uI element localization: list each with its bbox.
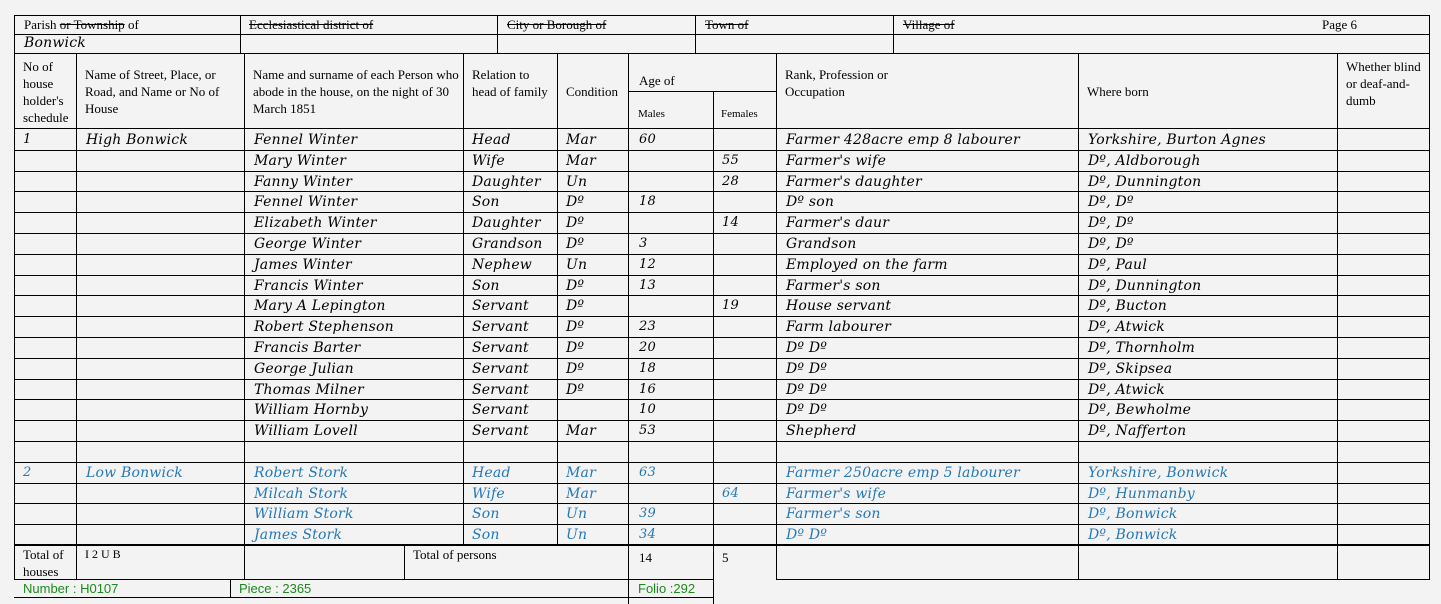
row-age-male: 53	[639, 423, 656, 438]
row-condition: Mar	[566, 465, 596, 481]
row-person-name: Francis Barter	[254, 340, 361, 356]
row-age-female: 55	[722, 153, 739, 168]
row-occupation: Farm labourer	[786, 319, 892, 335]
row-occupation: Dº Dº	[786, 402, 828, 418]
row-schedule: 1	[23, 132, 32, 147]
row-age-male: 12	[639, 257, 656, 272]
row-age-male: 3	[639, 236, 648, 251]
row-where-born: Dº, Bonwick	[1088, 527, 1178, 543]
row-condition: Dº	[566, 340, 585, 356]
row-divider	[14, 233, 1430, 234]
row-where-born: Dº, Atwick	[1088, 319, 1165, 335]
row-divider	[14, 503, 1430, 504]
village-label: Village of	[903, 17, 955, 32]
row-occupation: Shepherd	[786, 423, 857, 439]
row-condition: Dº	[566, 236, 585, 252]
row-condition: Dº	[566, 298, 585, 314]
row-relation: Daughter	[472, 174, 541, 190]
row-divider	[14, 212, 1430, 213]
row-occupation: Dº Dº	[786, 382, 828, 398]
parish-label: Parish or Township of	[24, 17, 139, 32]
row-occupation: Farmer's son	[786, 506, 881, 522]
row-relation: Wife	[472, 486, 505, 502]
column-occupation: Rank, Profession or Occupation	[785, 67, 888, 99]
row-person-name: William Hornby	[254, 402, 369, 418]
row-occupation: Farmer 428acre emp 8 labourer	[786, 132, 1020, 148]
row-divider	[14, 462, 1430, 463]
row-age-male: 60	[639, 132, 656, 147]
row-where-born: Dº, Dº	[1088, 194, 1134, 210]
footer-folio: Folio :292	[638, 581, 696, 596]
row-divider	[14, 399, 1430, 400]
row-person-name: Fanny Winter	[254, 174, 353, 190]
row-where-born: Dº, Bucton	[1088, 298, 1167, 314]
ecclesiastical-district-label: Ecclesiastical district of	[249, 17, 374, 32]
row-person-name: Robert Stork	[254, 465, 349, 481]
row-occupation: Dº Dº	[786, 340, 828, 356]
row-relation: Son	[472, 278, 500, 294]
row-person-name: George Julian	[254, 361, 354, 377]
row-person-name: James Stork	[254, 527, 343, 543]
total-houses-value: I 2 U B	[85, 547, 121, 561]
row-occupation: Farmer's daur	[786, 215, 890, 231]
row-divider	[14, 254, 1430, 255]
row-condition: Un	[566, 506, 588, 522]
row-relation: Head	[472, 132, 511, 148]
row-condition: Dº	[566, 215, 585, 231]
row-divider	[14, 379, 1430, 380]
row-where-born: Yorkshire, Bonwick	[1088, 465, 1229, 481]
row-relation: Servant	[472, 298, 529, 314]
row-occupation: Dº Dº	[786, 527, 828, 543]
row-age-male: 10	[639, 402, 656, 417]
row-age-female: 14	[722, 215, 739, 230]
row-occupation: Employed on the farm	[786, 257, 948, 273]
row-divider	[14, 420, 1430, 421]
row-condition: Dº	[566, 319, 585, 335]
row-age-male: 23	[639, 319, 656, 334]
row-person-name: George Winter	[254, 236, 362, 252]
column-age: Age of	[639, 73, 675, 88]
city-borough-label: City or Borough of	[507, 17, 607, 32]
page-number: Page 6	[1322, 17, 1358, 32]
row-relation: Daughter	[472, 215, 541, 231]
row-condition: Dº	[566, 361, 585, 377]
row-relation: Servant	[472, 402, 529, 418]
footer-number: Number : H0107	[23, 581, 119, 596]
row-schedule: 2	[23, 465, 32, 480]
row-person-name: Francis Winter	[254, 278, 363, 294]
row-divider	[14, 316, 1430, 317]
row-where-born: Dº, Skipsea	[1088, 361, 1173, 377]
row-street: Low Bonwick	[86, 465, 183, 481]
column-where-born: Where born	[1087, 84, 1149, 99]
column-blind: Whether blind or deaf-and-dumb	[1346, 59, 1421, 108]
row-condition: Mar	[566, 423, 596, 439]
row-relation: Wife	[472, 153, 505, 169]
row-condition: Mar	[566, 132, 596, 148]
row-where-born: Dº, Dunnington	[1088, 174, 1202, 190]
row-where-born: Dº, Paul	[1088, 257, 1147, 273]
row-divider	[14, 441, 1430, 442]
total-males: 14	[639, 550, 652, 565]
row-relation: Grandson	[472, 236, 543, 252]
row-person-name: Robert Stephenson	[254, 319, 394, 335]
row-divider	[14, 171, 1430, 172]
row-where-born: Dº, Aldborough	[1088, 153, 1201, 169]
row-age-male: 39	[639, 506, 656, 521]
row-condition: Dº	[566, 278, 585, 294]
row-relation: Servant	[472, 382, 529, 398]
row-age-male: 18	[639, 361, 656, 376]
row-occupation: Farmer's son	[786, 278, 881, 294]
column-males: Males	[638, 108, 665, 120]
row-person-name: Thomas Milner	[254, 382, 364, 398]
row-age-male: 18	[639, 194, 656, 209]
column-relation: Relation to head of family	[472, 67, 548, 99]
row-occupation: Farmer's daughter	[786, 174, 922, 190]
row-divider	[14, 483, 1430, 484]
row-condition: Un	[566, 527, 588, 543]
row-divider	[14, 295, 1430, 296]
row-occupation: Grandson	[786, 236, 857, 252]
row-where-born: Dº, Thornholm	[1088, 340, 1195, 356]
row-where-born: Yorkshire, Burton Agnes	[1088, 132, 1266, 148]
row-person-name: Fennel Winter	[254, 132, 358, 148]
row-divider	[14, 275, 1430, 276]
row-person-name: William Stork	[254, 506, 354, 522]
row-age-female: 28	[722, 174, 739, 189]
row-condition: Dº	[566, 194, 585, 210]
row-age-male: 34	[639, 527, 656, 542]
row-condition: Un	[566, 174, 588, 190]
row-person-name: Fennel Winter	[254, 194, 358, 210]
row-relation: Son	[472, 506, 500, 522]
row-occupation: Farmer 250acre emp 5 labourer	[786, 465, 1020, 481]
footer-piece: Piece : 2365	[239, 581, 312, 596]
row-street: High Bonwick	[86, 132, 189, 148]
row-age-male: 16	[639, 382, 656, 397]
row-person-name: James Winter	[254, 257, 352, 273]
row-occupation: Farmer's wife	[786, 486, 887, 502]
total-houses-label: Total of houses	[23, 547, 64, 579]
total-females: 5	[722, 550, 729, 565]
row-occupation: Dº Dº	[786, 361, 828, 377]
row-relation: Servant	[472, 423, 529, 439]
row-age-male: 20	[639, 340, 656, 355]
parish-value: Bonwick	[24, 35, 86, 51]
row-divider	[14, 545, 1430, 546]
row-relation: Servant	[472, 319, 529, 335]
column-condition: Condition	[566, 84, 619, 99]
row-occupation: House servant	[786, 298, 892, 314]
row-person-name: Mary Winter	[254, 153, 347, 169]
column-schedule: No of house holder's schedule	[23, 59, 69, 125]
row-where-born: Dº, Dº	[1088, 236, 1134, 252]
row-age-female: 64	[722, 486, 739, 501]
column-name: Name and surname of each Person who abode in the house, on the night of 30 March 1851	[253, 67, 459, 116]
row-where-born: Dº, Hunmanby	[1088, 486, 1195, 502]
row-relation: Son	[472, 194, 500, 210]
row-where-born: Dº, Bonwick	[1088, 506, 1178, 522]
row-where-born: Dº, Dº	[1088, 215, 1134, 231]
row-divider	[14, 337, 1430, 338]
row-divider	[14, 524, 1430, 525]
row-where-born: Dº, Nafferton	[1088, 423, 1187, 439]
row-person-name: Mary A Lepington	[254, 298, 386, 314]
row-divider	[14, 150, 1430, 151]
row-relation: Servant	[472, 361, 529, 377]
row-person-name: Elizabeth Winter	[254, 215, 377, 231]
town-label: Town of	[705, 17, 749, 32]
row-relation: Servant	[472, 340, 529, 356]
row-person-name: William Lovell	[254, 423, 358, 439]
row-where-born: Dº, Atwick	[1088, 382, 1165, 398]
row-age-female: 19	[722, 298, 739, 313]
row-age-male: 63	[639, 465, 656, 480]
column-street: Name of Street, Place, or Road, and Name or No of House	[85, 67, 220, 116]
total-persons-label: Total of persons	[413, 547, 497, 562]
row-relation: Head	[472, 465, 511, 481]
row-divider	[14, 358, 1430, 359]
row-condition: Mar	[566, 153, 596, 169]
row-where-born: Dº, Bewholme	[1088, 402, 1192, 418]
column-females: Females	[721, 108, 758, 120]
row-condition: Mar	[566, 486, 596, 502]
row-condition: Un	[566, 257, 588, 273]
row-relation: Son	[472, 527, 500, 543]
row-age-male: 13	[639, 278, 656, 293]
row-occupation: Farmer's wife	[786, 153, 887, 169]
row-condition: Dº	[566, 382, 585, 398]
row-occupation: Dº son	[786, 194, 835, 210]
row-relation: Nephew	[472, 257, 532, 273]
row-divider	[14, 191, 1430, 192]
row-person-name: Milcah Stork	[254, 486, 349, 502]
row-where-born: Dº, Dunnington	[1088, 278, 1202, 294]
